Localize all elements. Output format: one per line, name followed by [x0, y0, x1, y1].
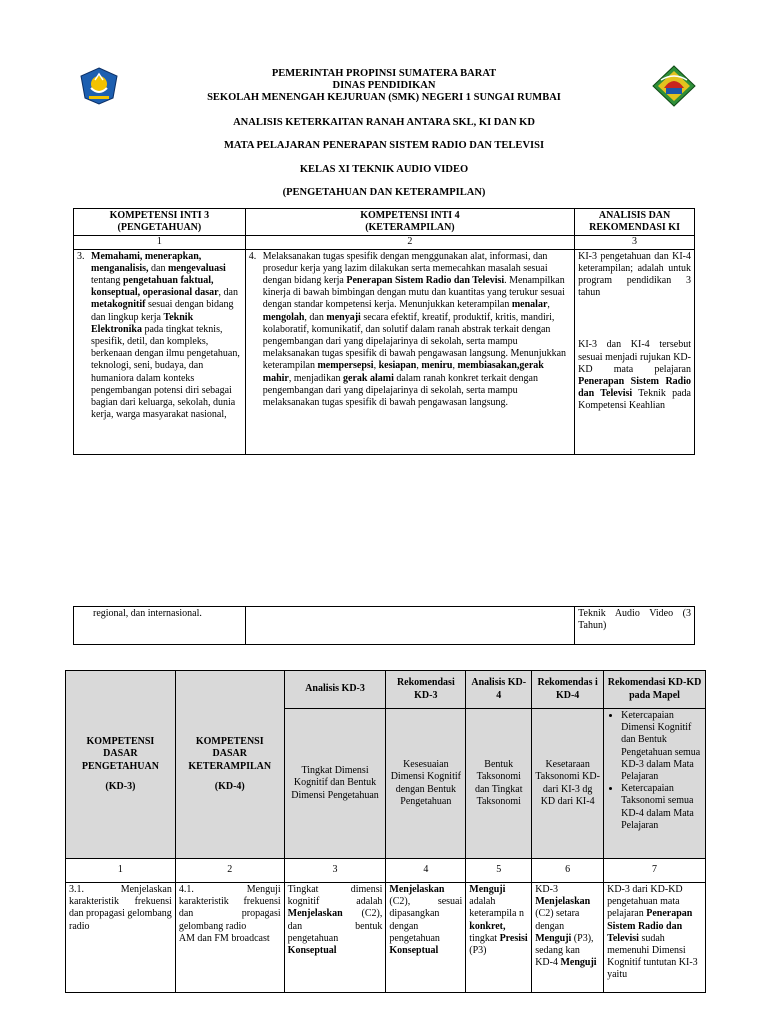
header-school: SEKOLAH MENENGAH KEJURUAN (SMK) NEGERI 1 SUNGAI RUMBAI	[207, 92, 561, 103]
header-department: DINAS PENDIDIKAN	[332, 80, 436, 91]
recommendation-kd3-cell: Menjelaskan (C2), sesuai dipasangkan dengan pengetahuan Konseptual	[386, 883, 466, 993]
recommendation-kd4-cell: KD-3 Menjelaskan (C2) setara dengan Menguji (P3), sedang kan KD-4 Menguji	[532, 883, 604, 993]
col-number-4: 4	[386, 859, 466, 883]
col-number-3: 3	[284, 859, 386, 883]
header-recommendation-kd4: Rekomendas i KD-4	[532, 671, 604, 709]
col-number-6: 6	[532, 859, 604, 883]
column-number-row	[74, 236, 695, 249]
title-subject: MATA PELAJARAN PENERAPAN SISTEM RADIO DAN TELEVISI	[223, 140, 545, 151]
subheader-recommendation-kd3: Kesesuaian Dimensi Kognitif dengan Bentuk Pengetahuan	[386, 709, 466, 859]
subheader-analysis-kd3: Tingkat Dimensi Kognitif dan Bentuk Dimensi Pengetahuan	[284, 709, 386, 859]
analysis-kd4-cell: Menguji adalah keterampila n konkret, tingkat Presisi (P3)	[466, 883, 532, 993]
ki4-text: Melaksanakan tugas spesifik dengan menggunakan alat, informasi, dan prosedur kerja yang lazim dilakukan serta memecahkan masalah sesuai dengan bidang kerja Penerapan Sistem Radio dan Televisi. Menampilkan kinerja di bawah bimbingan dengan mutu dan kuantitas yang terukur sesuai dengan standar kompetensi kerja. Menunjukkan keterampilan menalar, mengolah, dan menyaji secara efektif, kreatif, produktif, kritis, mandiri, kolaboratif, komunikatif, dan solutif dalam ranah abstrak terkait dengan pengembangan dari yang dipelajarinya di sekolah, serta mampu melaksanakan tugas spesifik di bawah pengawasan langsung. Menunjukkan keterampilan mempersepsi, kesiapan, meniru, membiasakan,gerak mahir, menjadikan gerak alami dalam ranah konkret terkait dengan pengembangan dari yang dipelajarinya di sekolah, serta mampu melaksanakan tugas spesifik di bawah pengawasan langsung.	[262, 250, 567, 409]
header-kd3: KOMPETENSI DASAR PENGETAHUAN (KD-3)	[66, 671, 176, 859]
analysis-kd3-cell: Tingkat dimensi kognitif adalah Menjelaskan (C2), dan bentuk pengetahuan Konseptual	[284, 883, 386, 993]
bullet-item: • Ketercapaian Dimensi Kognitif dan Bentuk Pengetahuan semua KD-3 dalam Mata Pelajaran	[621, 710, 702, 783]
col-number-7: 7	[604, 859, 706, 883]
ki-analysis-table-continued	[73, 606, 695, 645]
table-header-row	[74, 209, 695, 236]
ki-analysis-table	[73, 208, 695, 455]
header-kd4: KOMPETENSI DASAR KETERAMPILAN (KD-4)	[175, 671, 284, 859]
table-row	[74, 607, 695, 645]
kd4-cell: 4.1. Menguji karakteristik frekuensi dan propagasi gelombang radio AM dan FM broadcast	[175, 883, 284, 993]
column-number-row	[66, 859, 706, 883]
ki3-continued-cell: regional, dan internasional.	[74, 607, 246, 645]
table-row	[74, 249, 695, 454]
subheader-recommendation-subject	[604, 709, 706, 859]
ki4-cell: 4. Melaksanakan tugas spesifik dengan menggunakan alat, informasi, dan prosedur kerja yang lazim dilakukan serta memecahkan masalah sesuai dengan bidang kerja Penerapan Sistem Radio dan Televisi. Menampilkan kinerja di bawah bimbingan dengan mutu dan kuantitas yang terukur sesuai dengan standar kompetensi kerja. Menunjukkan keterampilan menalar, mengolah, dan menyaji secara efektif, kreatif, produktif, kritis, mandiri, kolaboratif, komunikatif, dan solutif dalam ranah abstrak terkait dengan pengembangan dari yang dipelajarinya di sekolah, serta mampu melaksanakan tugas spesifik di bawah pengawasan langsung. Menunjukkan keterampilan mempersepsi, kesiapan, meniru, membiasakan,gerak mahir, menjadikan gerak alami dalam ranah konkret terkait dengan pengembangan dari yang dipelajarinya di sekolah, serta mampu melaksanakan tugas spesifik di bawah pengawasan langsung.	[245, 249, 574, 454]
ki4-continued-cell	[245, 607, 574, 645]
header-recommendation-kd3: Rekomendasi KD-3	[386, 671, 466, 709]
table-header-row	[66, 671, 706, 709]
header-government: PEMERINTAH PROPINSI SUMATERA BARAT	[271, 68, 497, 79]
kd-analysis-table	[65, 670, 706, 993]
col-number-1: 1	[74, 236, 246, 249]
header-ki3: KOMPETENSI INTI 3 (PENGETAHUAN)	[74, 209, 246, 236]
kd3-cell: 3.1. Menjelaskan karakteristik frekuensi dan propagasi gelombang radio	[66, 883, 176, 993]
ki3-text: Memahami, menerapkan, menganalisis, dan mengevaluasi tentang pengetahuan faktual, konseptual, operasional dasar, dan metakognitif sesuai dengan bidang dan lingkup kerja Teknik Elektronika pada tingkat teknis, spesifik, detil, dan kompleks, berkenaan dengan ilmu pengetahuan, teknologi, seni, budaya, dan humaniora dalam konteks pengembangan potensi diri sebagai bagian dari keluarga, sekolah, dunia kerja, warga masyarakat nasional,	[91, 250, 240, 421]
header-analysis-kd3: Analisis KD-3	[284, 671, 386, 709]
recommendation-subject-cell: KD-3 dari KD-KD pengetahuan mata pelajaran Penerapan Sistem Radio dan Televisi sudah memenuhi Dimensi Kognitif tuntutan KI-3 yaitu	[604, 883, 706, 993]
col-number-1: 1	[66, 859, 176, 883]
col-number-3: 3	[575, 236, 695, 249]
header-recommendation-subject: Rekomendasi KD-KD pada Mapel	[604, 671, 706, 709]
subheader-recommendation-kd4: Kesetaraan Taksonomi KD-dari KI-3 dg KD dari KI-4	[532, 709, 604, 859]
title-analysis: ANALISIS KETERKAITAN RANAH ANTARA SKL, KI DAN KD	[233, 117, 535, 128]
header-analysis: ANALISIS DAN REKOMENDASI KI	[575, 209, 695, 236]
col-number-2: 2	[175, 859, 284, 883]
subheader-analysis-kd4: Bentuk Taksonomi dan Tingkat Taksonomi	[466, 709, 532, 859]
table-row	[66, 883, 706, 993]
analysis-continued-cell: Teknik Audio Video (3 Tahun)	[575, 607, 695, 645]
header-analysis-kd4: Analisis KD-4	[466, 671, 532, 709]
header-ki4: KOMPETENSI INTI 4 (KETERAMPILAN)	[245, 209, 574, 236]
analysis-paragraph-1: KI-3 pengetahuan dan KI-4 keterampilan; adalah untuk program pendidikan 3 tahun	[578, 250, 691, 299]
title-domain: (PENGETAHUAN DAN KETERAMPILAN)	[282, 187, 486, 198]
ki3-cell: 3. Memahami, menerapkan, menganalisis, dan mengevaluasi tentang pengetahuan faktual, konseptual, operasional dasar, dan metakognitif sesuai dengan bidang dan lingkup kerja Teknik Elektronika pada tingkat teknis, spesifik, detil, dan kompleks, berkenaan dengan ilmu pengetahuan, teknologi, seni, budaya, dan humaniora dalam konteks pengembangan potensi diri sebagai bagian dari keluarga, sekolah, dunia kerja, warga masyarakat nasional,	[74, 249, 246, 454]
col-number-5: 5	[466, 859, 532, 883]
analysis-cell	[575, 249, 695, 454]
bullet-item: • Ketercapaian Taksonomi semua KD-4 dalam Mata Pelajaran	[621, 783, 702, 832]
analysis-paragraph-2: KI-3 dan KI-4 tersebut sesuai menjadi rujukan KD-KD mata pelajaran Penerapan Sistem Radio dan Televisi Teknik pada Kompetensi Keahlian	[578, 339, 691, 412]
title-class: KELAS XI TEKNIK AUDIO VIDEO	[299, 164, 469, 175]
col-number-2: 2	[245, 236, 574, 249]
